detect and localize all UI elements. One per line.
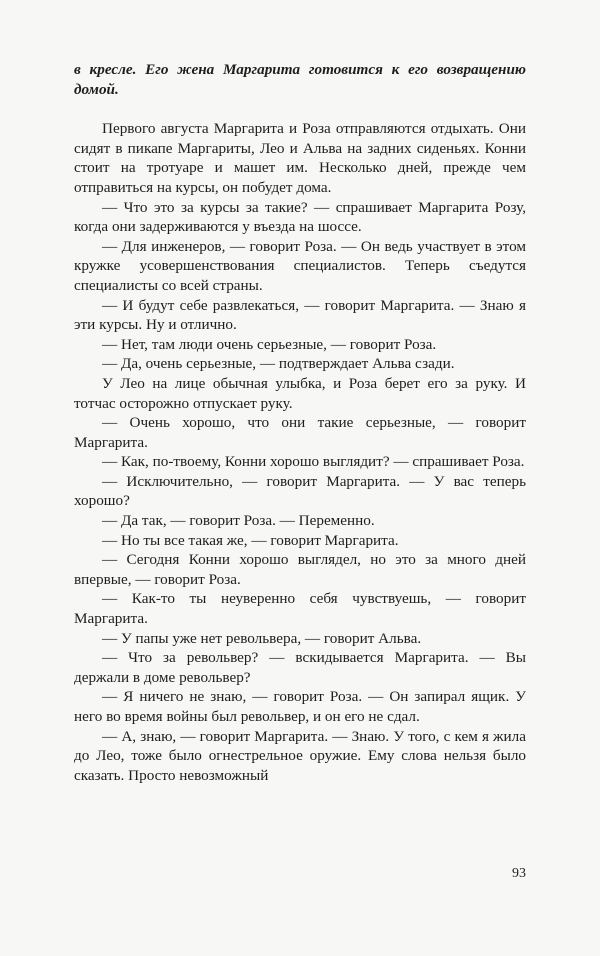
paragraph: — Да, очень серьезные, — подтверждает Альва сзади. [102,355,455,373]
body-text [74,119,526,785]
paragraph: — Очень хорошо, что они такие серьезные, — говорит Маргарита. [74,414,526,451]
paragraph: — Исключительно, — говорит Маргарита. — У вас теперь хорошо? [74,472,526,510]
paragraph: — А, знаю, — говорит Маргарита. — Знаю. У того, с кем я жила до Лео, тоже было огнестрельное оружие. Ему слова нельзя было сказать. Просто невозможный [74,727,526,784]
paragraph: — У папы уже нет револьвера, — говорит Альва. [102,629,422,647]
paragraph: — Что это за курсы за такие? — спрашивает Маргарита Розу, когда они задерживаются у въезда на шоссе. [74,198,526,236]
paragraph: — Нет, там люди очень серьезные, — говорит Роза. [102,335,437,353]
paragraph: — Для инженеров, — говорит Роза. — Он ведь участвует в этом кружке усовершенствования специалистов. Теперь съедутся специалисты со всей страны. [74,237,526,294]
paragraph: — Что за револьвер? — вскидывается Маргарита. — Вы держали в доме револьвер? [74,649,526,686]
paragraph: — Как-то ты неуверенно себя чувствуешь, — говорит Маргарита. [74,590,526,628]
paragraph: — Я ничего не знаю, — говорит Роза. — Он запирал ящик. У него во время войны был револьвер, и он его не сдал. [74,688,526,725]
intro-text: в кресле. Его жена Маргарита готовится к его возвращению домой. [74,61,526,98]
paragraph: — Как, по-твоему, Конни хорошо выглядит? — спрашивает Роза. [102,453,525,471]
book-page [74,60,526,785]
paragraph: — Но ты все такая же, — говорит Маргарита. [102,531,399,549]
paragraph: — И будут себе развлекаться, — говорит Маргарита. — Знаю я эти курсы. Ну и отлично. [74,296,526,334]
page-number: 93 [512,866,526,881]
paragraph: — Сегодня Конни хорошо выглядел, но это за много дней впервые, — говорит Роза. [74,551,526,588]
paragraph: У Лео на лице обычная улыбка, и Роза берет его за руку. И тотчас осторожно отпускает руку. [74,374,526,412]
paragraph: — Да так, — говорит Роза. — Переменно. [102,512,375,530]
paragraph: Первого августа Маргарита и Роза отправляются отдыхать. Они сидят в пикапе Маргариты, Лео и Альва на задних сиденьях. Конни стоит на тротуаре и машет им. Несколько дней, прежде чем отправиться на курсы, он побудет дома. [74,120,526,196]
